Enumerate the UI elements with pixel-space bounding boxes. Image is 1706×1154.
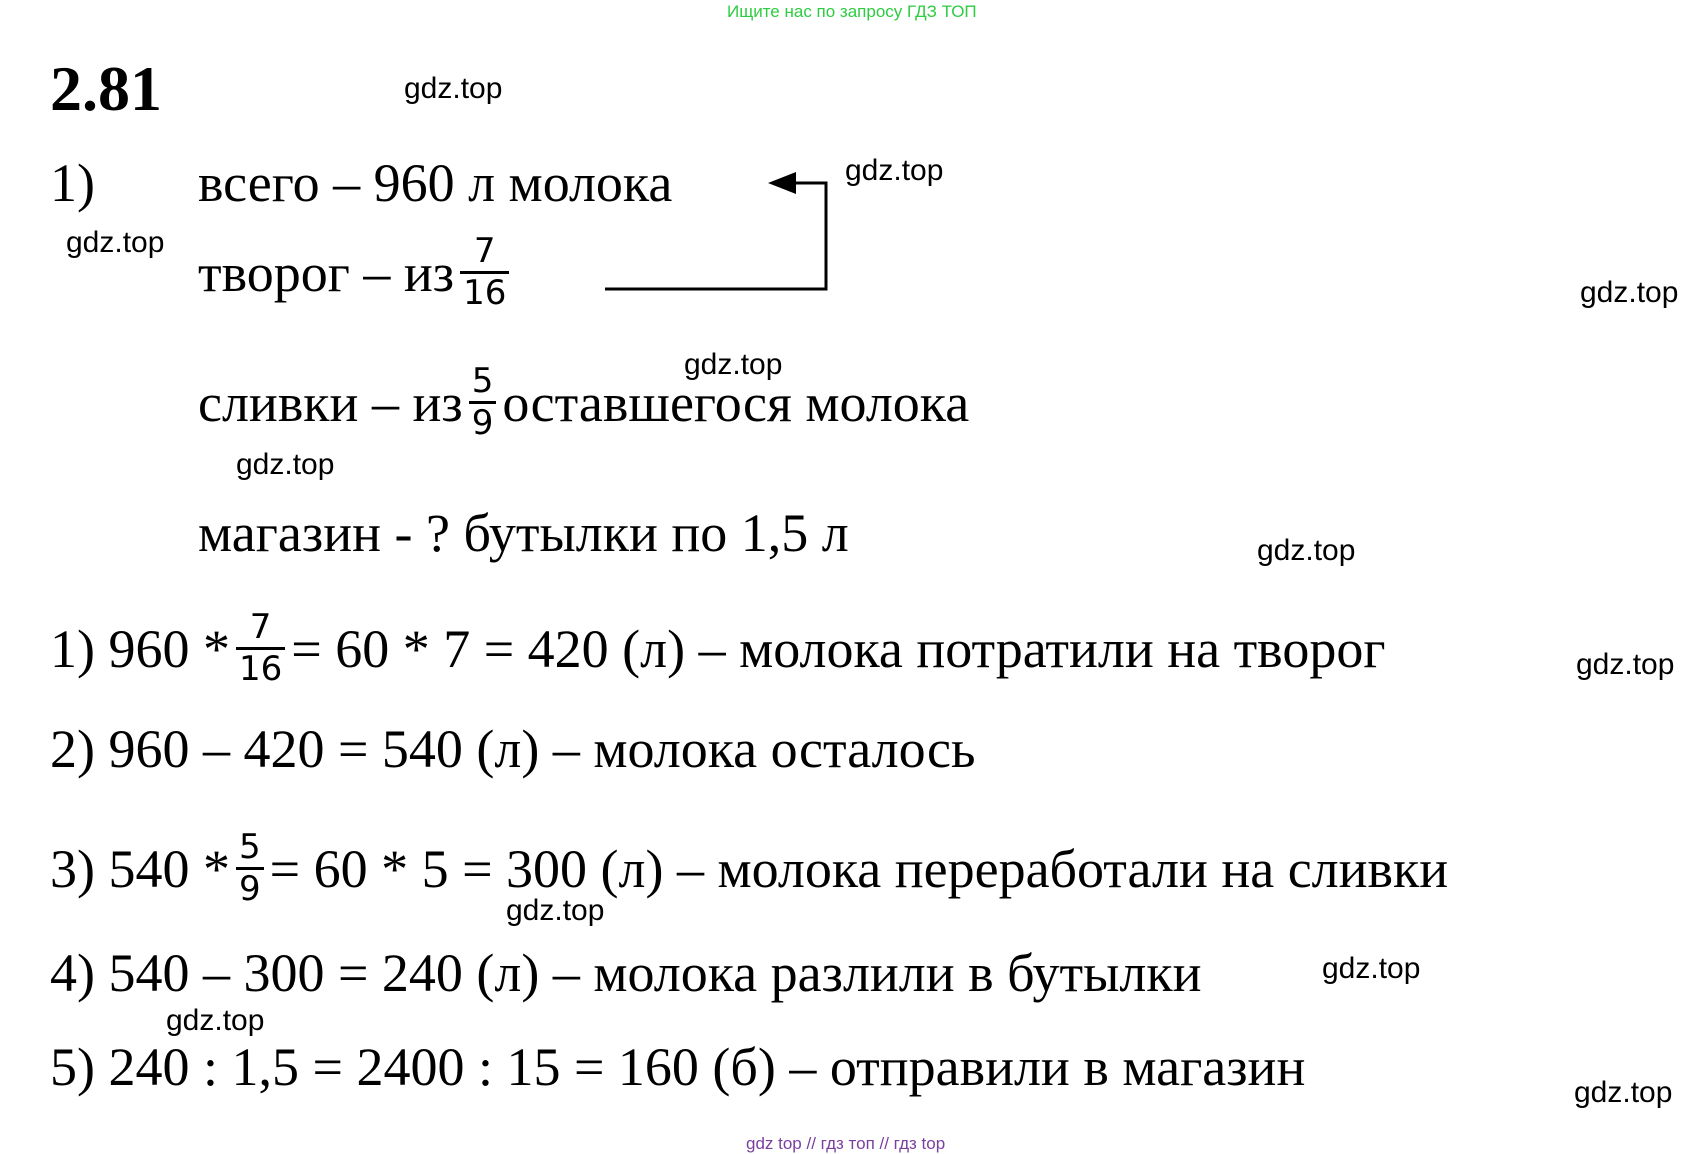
- step-1: [50, 607, 1386, 695]
- top-banner: Ищите нас по запросу ГДЗ ТОП: [727, 2, 977, 21]
- step-1-numerator: 7: [236, 608, 285, 650]
- given-total: всего – 960 л молока: [198, 153, 673, 213]
- step-3-pre: 3) 540 *: [50, 838, 230, 899]
- watermark: gdz.top: [166, 1004, 265, 1037]
- step-2: 2) 960 – 420 = 540 (л) – молока осталось: [50, 719, 976, 779]
- given-marker: 1): [50, 153, 95, 213]
- watermark: gdz.top: [1574, 1076, 1673, 1109]
- watermark: gdz.top: [404, 72, 503, 105]
- watermark: gdz.top: [684, 348, 783, 381]
- step-3-denominator: 9: [238, 869, 261, 910]
- watermark: gdz.top: [845, 154, 944, 187]
- watermark: gdz.top: [1580, 276, 1679, 309]
- footer-watermark: gdz top // гдз топ // гдз top: [746, 1134, 946, 1153]
- given-store: магазин - ? бутылки по 1,5 л: [198, 503, 849, 563]
- step-4: 4) 540 – 300 = 240 (л) – молока разлили в бутылки: [50, 943, 1202, 1003]
- watermark: gdz.top: [1257, 534, 1356, 567]
- cottage-denominator: 16: [463, 273, 507, 314]
- watermark: gdz.top: [506, 894, 605, 927]
- cream-suffix: оставшегося молока: [502, 372, 970, 433]
- step-1-post: = 60 * 7 = 420 (л) – молока потратили на творог: [291, 618, 1386, 679]
- cream-label: сливки – из: [198, 372, 463, 433]
- problem-number: 2.81: [50, 53, 162, 124]
- step-1-pre: 1) 960 *: [50, 618, 230, 679]
- step-1-fraction: [236, 608, 285, 689]
- cottage-label: творог – из: [198, 242, 455, 303]
- cottage-numerator: 7: [460, 232, 509, 274]
- step-5: 5) 240 : 1,5 = 2400 : 15 = 160 (б) – отправили в магазин: [50, 1037, 1306, 1097]
- watermark: gdz.top: [1322, 952, 1421, 985]
- watermark: gdz.top: [66, 226, 165, 259]
- step-1-denominator: 16: [238, 649, 283, 690]
- cream-numerator: 5: [469, 362, 497, 404]
- watermark: gdz.top: [236, 448, 335, 481]
- step-3-fraction: [236, 828, 264, 909]
- step-3-post: = 60 * 5 = 300 (л) – молока переработали на сливки: [269, 838, 1449, 899]
- watermark: gdz.top: [1576, 648, 1675, 681]
- cream-denominator: 9: [471, 403, 494, 444]
- step-3-numerator: 5: [236, 828, 264, 870]
- step-3: [50, 827, 1449, 915]
